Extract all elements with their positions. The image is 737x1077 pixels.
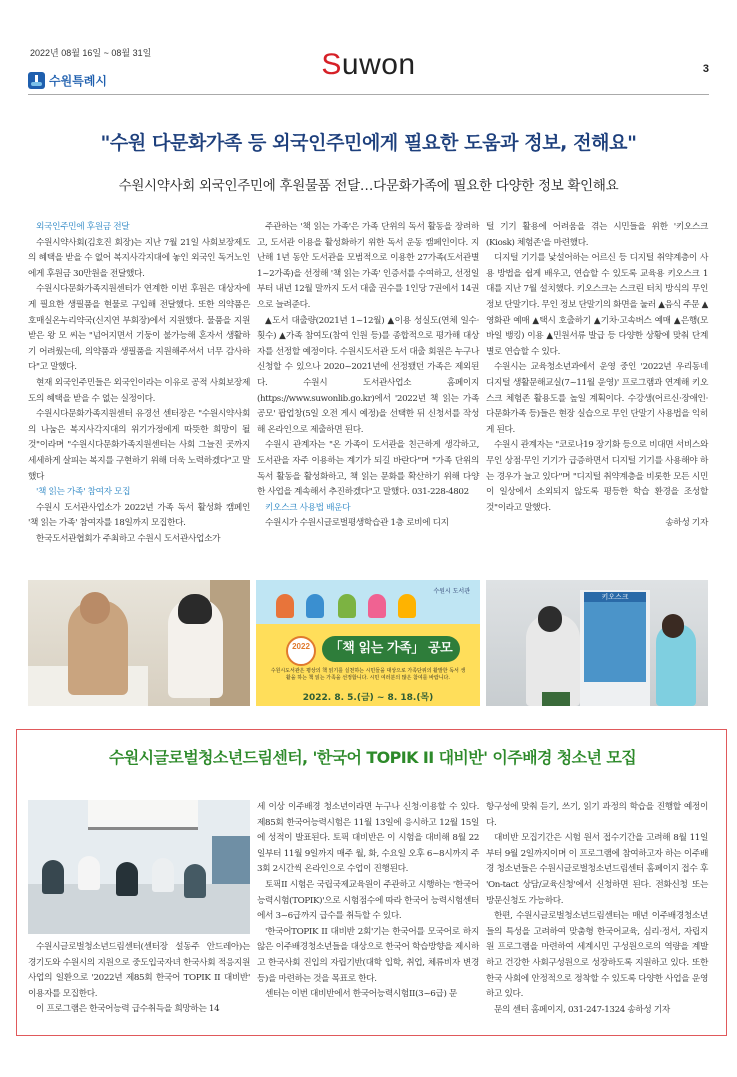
kiosk-photo [486,580,708,706]
article2-column-2 [257,800,479,1003]
article-subheadline: 수원시약사회 외국인주민에 후원물품 전달…다문화가족에 필요한 다양한 정보 확인해요 [118,178,619,194]
poster-org: 수원시 도서관 [433,588,470,595]
section-heading: 키오스크 사용법 배운다 [265,502,351,513]
paragraph: 문의 센터 홈페이지, 031-247-1324 송하성 기자 [494,1004,670,1015]
paragraph: 수원시 관계자는 "온 가족이 도서관을 친근하게 생각하고, 도서관을 자주 이용하는 계기가 되길 바란다"며 "가족 단위의 독서 활동을 활성화하고, 책 읽는 문화를 확산하기 위해 다양한 사업을 계속해서 추진하겠다"고 말했다. 031-228-4802 [257,440,479,498]
logo-text: 수원특례시 [49,74,107,88]
article1-column-3 [486,220,708,532]
paragraph: 수원시 관계자는 "코로나19 장기화 등으로 비대면 서비스와 무인 상점·무인 기기가 급증하면서 디지털 기기를 사용해야 하는 경우가 늘고 있다"며 "디지털 취약계층을 비롯한 모든 시민이 일상에서 소외되지 않도록 평등한 학습 환경을 조성할 것"이라고 말했다. [486,440,708,513]
paragraph: 한편, 수원시글로벌청소년드림센터는 매년 이주배경청소년들의 특성을 고려하여 맞춤형 한국어교육, 심리·정서, 자립지원 프로그램을 마련하여 세계시민 구성원으로의 역량을 계발하고 건강한 사회구성원으로 성장하도록 지원하고 있다. 또한 한국 사회에 안정적으로 정착할 수 있도록 다양한 사업을 운영하고 있다. [486,911,708,1000]
paragraph: 주관하는 '책 읽는 가족'은 가족 단위의 독서 활동을 장려하고, 도서관 이용을 활성화하기 위한 독서 운동 캠페인이다. 지난해 1년 동안 도서관을 모범적으로 이용한 27가족(도서관별 1~2가족)을 선정해 '책 읽는 가족' 인증서를 수여하고, 선정일부터 내년 12월 말까지 도서 대출 권수를 1인당 7권에서 14권으로 늘려준다. [257,222,479,310]
title-initial: S [321,48,342,81]
paragraph: 수원시는 교육청소년과에서 운영 중인 '2022년 우리동네 디지털 생활문해교실(7~11월 운영)' 프로그램과 연계해 키오스크 체험존 활용도를 높일 계획이다. 수강생(어르신·장애인·다문화가족 등)들은 현장 실습으로 무인 단말기 사용법을 익히게 된다. [486,362,708,435]
paragraph: 센터는 이번 대비반에서 한국어능력시험II(3~6급) 문 [265,989,457,1000]
paragraph: 수원시 도서관사업소가 2022년 가족 독서 활성화 캠페인 '책 읽는 가족' 참여자를 18일까지 모집한다. [28,502,250,529]
article2-column-3 [486,800,708,1018]
issue-date: 2022년 08월 16일 ~ 08월 31일 [30,48,152,58]
page-header [0,0,737,100]
section-heading: 외국인주민에 후원금 전달 [36,222,130,232]
paragraph: 디지털 기기를 낯설어하는 어르신 등 디지털 취약계층이 사용 방법을 쉽게 배우고, 연습할 수 있도록 교육용 키오스크 1대를 지난 7월 설치했다. 키오스크는 스크린 터치 방식의 무인 정보 단말기다. 무인 정보 단말기의 화면을 눌러 ▲음식 주문 ▲영화관 예매 ▲택시 호출하기 ▲기차·고속버스 예매 ▲은행(모바일 뱅킹) 이용 ▲민원서류 발급 등 다양한 상황에 맞춰 단계별로 연습할 수 있다. [486,253,708,357]
paragraph: 토픽II 시험은 국립국제교육원이 주관하고 시행하는 '한국어능력시험(TOPIK)'으로 시험점수에 따라 한국어 능력시험센터에서 3~6급까지 급수를 취득할 수 있다. [257,879,479,922]
paragraph: 수원시가 수원시글로벌평생학습관 1층 로비에 디지 [265,518,449,529]
donation-photo [28,580,250,706]
paragraph: 수원시다문화가족지원센터 유경선 센터장은 "수원시약사회의 나눔은 복지사각지대의 위기가정에게 따뜻한 희망이 될 것"이라며 "수원시다문화가족지원센터는 사회 그늘진 곳까지 세세하게 살피는 복지를 구현하기 위해 더욱 노력하겠다"고 말했다 [28,409,250,482]
newspaper-title [0,48,737,82]
article1-column-2 [257,220,479,532]
poster-date: 2022. 8. 5.(금) ~ 8. 18.(목) [302,693,434,703]
poster-description: 수원시도서관은 평상의 책 읽기를 실천하는 시민들을 대상으로 가족단위의 활발한 독서 생활을 하는 책 읽는 가족을 선정합니다. 시민 여러분의 많은 참여를 바랍니다. [270,668,466,681]
article1-column-1 [28,220,250,547]
topik-headline: 수원시글로벌청소년드림센터, '한국어 TOPIK II 대비반' 이주배경 청소년 모집 [108,748,637,767]
title-rest: uwon [341,48,416,81]
paragraph: 송하성 기자 [665,518,708,529]
kiosk-label: 키오스크 [584,592,646,602]
article-headline: "수원 다문화가족 등 외국인주민에게 필요한 도움과 정보, 전해요" [100,132,637,154]
paragraph: 대비반 모집기간은 시험 원서 접수기간을 고려해 8월 11일부터 9월 2일까지이며 이 프로그램에 참여하고자 하는 이주배경 청소년들은 수원시글로벌청소년드림센터 홈페이지 접수 후 'On-tact 상담/교육신청'에서 신청하면 된다. 전화신청 또는 방문신청도 가능하다. [486,833,708,906]
classroom-photo [28,800,250,934]
paragraph: ▲도서 대출량(2021년 1~12월) ▲이용 성실도(연체 일수·횟수) ▲가족 참여도(참여 인원 등)를 종합적으로 평가해 대상자를 선정할 예정이다. 수원시도서관 도서 대출 회원은 누구나 신청할 수 있으나 2020~2021년에 선정됐던 가족은 제외된다. 수원시 도서관사업소 홈페이지(https://www.suwonlib.go.kr)에서 '2022년 책 읽는 가족 공모' 팝업창(5일 오전 게시 예정)을 선택한 뒤 신청서를 작성해 온라인으로 제출하면 된다. [257,315,479,435]
paragraph: '한국어TOPIK II 대비반 2회'기는 한국어를 모국어로 하지 않은 이주배경청소년들을 대상으로 한국어 학습방향을 제시하고 한국사회 진입의 자립기반(대학 입학, 취업, 체류비자 변경 등)을 마련하는 것을 목표로 한다. [257,926,479,984]
paragraph: 수원시다문화가족지원센터가 연계한 이번 후원은 대상자에게 필요한 생필품을 현물로 구입해 전달했다. 또한 의약품은 호매실온누리약국(신지연 부회장)에서 지원했다. 물품을 지원받은 왕 모 씨는 "넘어지면서 기둥이 불가능해 혼자서 생활하기 어려웠는데, 의약품과 생필품을 지원해주셔서 너무 감사하다"고 말했다. [28,284,250,373]
paragraph: 항구성에 맞춰 듣기, 쓰기, 읽기 과정의 학습을 진행할 예정이다. [486,802,708,828]
reading-family-poster [256,580,480,706]
paragraph: 현재 외국인주민들은 외국인이라는 이유로 공적 사회보장제도의 혜택을 받을 수 없는 실정이다. [28,377,250,404]
poster-year-badge: 2022 [286,636,316,666]
poster-title: 「책 읽는 가족」 공모 [322,636,460,662]
paragraph: 한국도서관협회가 주최하고 수원시 도서관사업소가 [36,533,221,544]
paragraph: 이 프로그램은 한국어능력 급수취득을 희망하는 14 [36,1004,220,1015]
article2-column-1 [28,940,250,1018]
paragraph: 수원시약사회(김호진 회장)는 지난 7월 21일 사회보장제도의 혜택을 받을 수 없어 복지사각지대에 놓인 외국인 독거노인에게 후원금 30만원을 전달했다. [28,237,250,279]
page-number: 3 [702,63,709,75]
paragraph: 털 기기 활용에 어려움을 겪는 시민들을 위한 '키오스크(Kiosk) 체험존'을 마련했다. [486,222,708,248]
paragraph: 세 이상 이주배경 청소년이라면 누구나 신청·이용할 수 있다. 제85회 한국어능력시험은 11월 13일에 응시하고 12월 15일에 성적이 발표된다. 토픽 대비반은 이 시험을 대비해 8월 22일부터 11월 9일까지 매주 월, 화, 수요일 오후 6~8시까지 주 3회 2시간씩 온라인으로 수업이 진행된다. [257,802,479,875]
paragraph: 수원시글로벌청소년드림센터(센터장 설동주 안드레아)는 경기도와 수원시의 지원으로 중도입국자녀 한국사회 적응지원 사업의 일환으로 '2022년 제85회 한국어 TOPIK II 대비반' 이용자를 모집한다. [28,942,250,999]
section-heading: '책 읽는 가족' 참여자 모집 [36,487,131,498]
header-divider [28,94,709,95]
